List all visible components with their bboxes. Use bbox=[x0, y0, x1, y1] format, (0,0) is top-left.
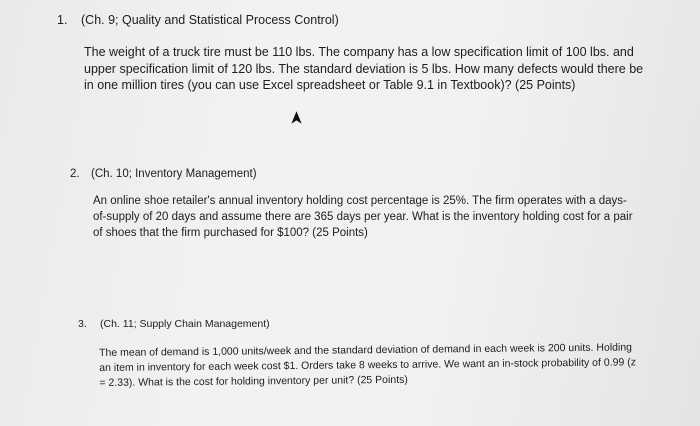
question-2-heading: (Ch. 10; Inventory Management) bbox=[91, 168, 257, 180]
question-2-body bbox=[93, 193, 638, 241]
question-1-body bbox=[84, 44, 654, 94]
question-1-text: The weight of a truck tire must be 110 lbs. The company has a low specification limit of 100 lbs. and upper specification limit of 120 lbs. The standard deviation is 5 lbs. How many defects would there be in one million tires (you can use Excel spreadsheet or Table 9.1 in Textbook)? (25 Points) bbox=[84, 45, 644, 92]
question-1-heading: (Ch. 9; Quality and Statistical Process Control) bbox=[81, 13, 339, 27]
question-3-body bbox=[99, 340, 639, 391]
question-3-number: 3. bbox=[78, 318, 87, 330]
question-3-text: The mean of demand is 1,000 units/week and the standard deviation of demand in each week is 200 units. Holding an item in inventory for each week cost $1. Orders take 8 weeks to arrive. We want an in-stock probability of 0.99 (z = 2.33). What is the cost for holding inventory per unit? (25 Points) bbox=[99, 341, 636, 389]
question-1-number: 1. bbox=[57, 13, 68, 27]
question-2-number: 2. bbox=[70, 168, 80, 180]
question-3-heading: (Ch. 11; Supply Chain Management) bbox=[100, 318, 270, 330]
arrow-pointer-icon bbox=[291, 111, 302, 124]
question-2-text: An online shoe retailer's annual inventory holding cost percentage is 25%. The firm operates with a days-of-supply of 20 days and assume there are 365 days per year. What is the inventory holding cost for a pair of shoes that the firm purchased for $100? (25 Points) bbox=[93, 195, 633, 239]
